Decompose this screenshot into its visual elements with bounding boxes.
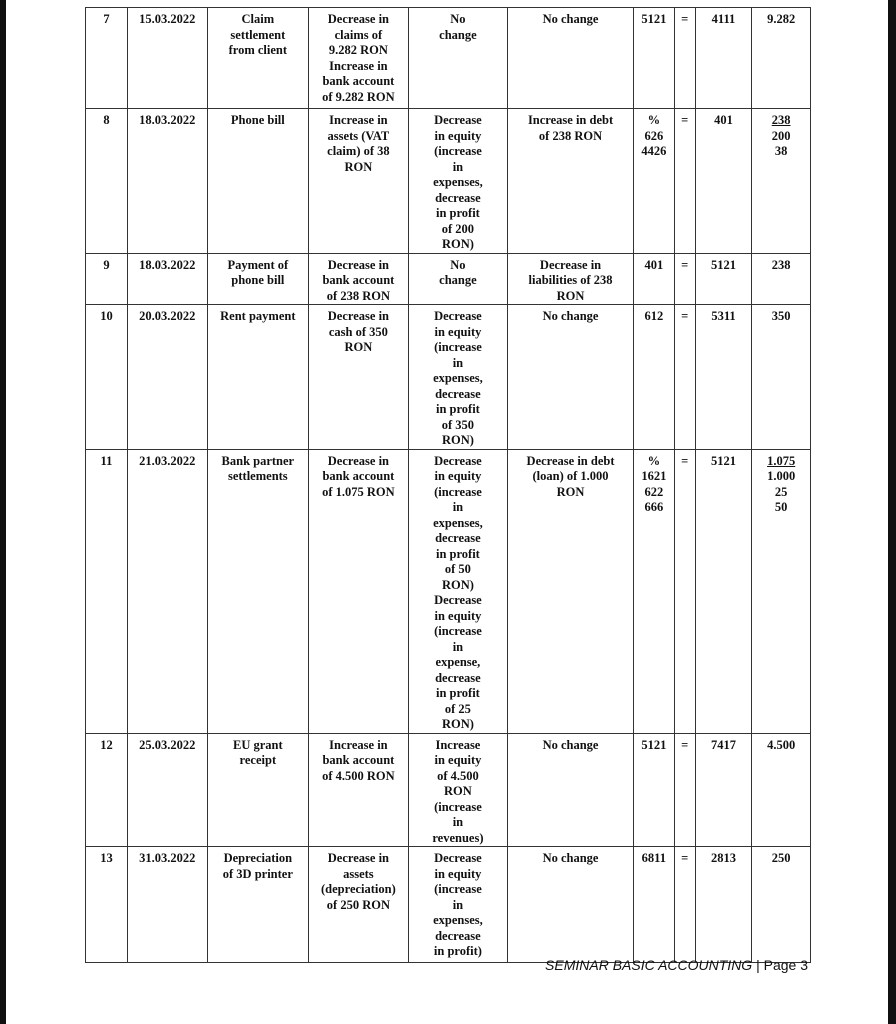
row-liabilities-effect: No change	[508, 847, 634, 963]
amount-line: 1.000	[767, 469, 796, 483]
row-liabilities-effect: No change	[508, 8, 634, 109]
row-credit-account: 5121	[695, 253, 752, 305]
row-debit-account: 6811	[633, 847, 674, 963]
row-date: 18.03.2022	[127, 253, 207, 305]
footer-separator: |	[752, 957, 764, 973]
row-date: 15.03.2022	[127, 8, 207, 109]
row-equity-effect: Decrease in equity (increase in expenses, decrease in profit of 200 RON)	[408, 109, 508, 254]
amount-total: 250	[771, 851, 791, 865]
row-debit-account: 401	[633, 253, 674, 305]
row-equity-effect: Decrease in equity (increase in expenses, decrease in profit of 350 RON)	[408, 305, 508, 450]
row-operation: Rent payment	[207, 305, 309, 450]
footer-page-number: Page 3	[763, 957, 808, 973]
row-debit-account: % 626 4426	[633, 109, 674, 254]
row-equity-effect: Decrease in equity (increase in expenses, decrease in profit)	[408, 847, 508, 963]
row-liabilities-effect: Increase in debt of 238 RON	[508, 109, 634, 254]
row-liabilities-effect: Decrease in debt (loan) of 1.000 RON	[508, 449, 634, 733]
table-row	[86, 253, 811, 305]
table-row	[86, 8, 811, 109]
row-debit-account: 612	[633, 305, 674, 450]
amount-total: 238	[771, 113, 791, 127]
row-operation: Depreciation of 3D printer	[207, 847, 309, 963]
row-equals-sign: =	[674, 8, 695, 109]
table-row	[86, 449, 811, 733]
row-equals-sign: =	[674, 449, 695, 733]
row-credit-account: 5121	[695, 449, 752, 733]
table-row	[86, 733, 811, 847]
row-operation: Bank partner settlements	[207, 449, 309, 733]
row-credit-account: 401	[695, 109, 752, 254]
row-assets-effect: Decrease in bank account of 1.075 RON	[309, 449, 409, 733]
row-equals-sign: =	[674, 109, 695, 254]
row-assets-effect: Decrease in assets (depreciation) of 250 RON	[309, 847, 409, 963]
amount-line: 38	[774, 144, 788, 158]
row-number: 11	[86, 449, 128, 733]
row-debit-account: 5121	[633, 8, 674, 109]
row-liabilities-effect: Decrease in liabilities of 238 RON	[508, 253, 634, 305]
row-credit-account: 5311	[695, 305, 752, 450]
row-date: 18.03.2022	[127, 109, 207, 254]
row-equity-effect: Increase in equity of 4.500 RON (increase in revenues)	[408, 733, 508, 847]
row-number: 10	[86, 305, 128, 450]
amount-total: 1.075	[767, 453, 796, 468]
row-number: 7	[86, 8, 128, 109]
page-footer	[545, 957, 808, 973]
row-amounts	[752, 733, 811, 847]
amount-total: 9.282	[767, 12, 796, 26]
row-assets-effect: Decrease in cash of 350 RON	[309, 305, 409, 450]
transactions-body	[86, 8, 811, 963]
row-amounts	[752, 8, 811, 109]
row-credit-account: 7417	[695, 733, 752, 847]
row-assets-effect: Decrease in claims of 9.282 RON Increase in bank account of 9.282 RON	[309, 8, 409, 109]
row-operation: Claim settlement from client	[207, 8, 309, 109]
row-equals-sign: =	[674, 253, 695, 305]
transactions-table	[85, 7, 811, 963]
row-debit-account: 5121	[633, 733, 674, 847]
row-amounts	[752, 253, 811, 305]
footer-title: SEMINAR BASIC ACCOUNTING	[545, 957, 753, 973]
row-assets-effect: Increase in bank account of 4.500 RON	[309, 733, 409, 847]
row-number: 9	[86, 253, 128, 305]
row-date: 31.03.2022	[127, 847, 207, 963]
row-date: 25.03.2022	[127, 733, 207, 847]
row-amounts	[752, 109, 811, 254]
row-assets-effect: Decrease in bank account of 238 RON	[309, 253, 409, 305]
row-number: 8	[86, 109, 128, 254]
row-equals-sign: =	[674, 733, 695, 847]
row-credit-account: 4111	[695, 8, 752, 109]
amount-line: 25	[774, 484, 788, 499]
table-row	[86, 847, 811, 963]
amount-line: 200	[771, 128, 791, 143]
row-amounts	[752, 449, 811, 733]
scan-edge-left	[0, 0, 6, 1024]
row-equity-effect: No change	[408, 8, 508, 109]
row-liabilities-effect: No change	[508, 305, 634, 450]
amount-line: 50	[774, 500, 788, 514]
row-liabilities-effect: No change	[508, 733, 634, 847]
table-row	[86, 109, 811, 254]
table-row	[86, 305, 811, 450]
row-credit-account: 2813	[695, 847, 752, 963]
amount-total: 350	[771, 309, 791, 323]
row-debit-account: % 1621 622 666	[633, 449, 674, 733]
row-date: 20.03.2022	[127, 305, 207, 450]
row-number: 12	[86, 733, 128, 847]
row-equity-effect: No change	[408, 253, 508, 305]
row-equals-sign: =	[674, 847, 695, 963]
scan-edge-right	[888, 0, 896, 1024]
row-amounts	[752, 305, 811, 450]
row-number: 13	[86, 847, 128, 963]
amount-total: 238	[771, 257, 791, 272]
row-equals-sign: =	[674, 305, 695, 450]
row-equity-effect: Decrease in equity (increase in expenses, decrease in profit of 50 RON) Decrease in equity (increase in expense, decrease in profit of 25 RON)	[408, 449, 508, 733]
row-assets-effect: Increase in assets (VAT claim) of 38 RON	[309, 109, 409, 254]
amount-total: 4.500	[767, 737, 796, 752]
row-date: 21.03.2022	[127, 449, 207, 733]
row-operation: EU grant receipt	[207, 733, 309, 847]
row-operation: Phone bill	[207, 109, 309, 254]
row-amounts	[752, 847, 811, 963]
row-operation: Payment of phone bill	[207, 253, 309, 305]
